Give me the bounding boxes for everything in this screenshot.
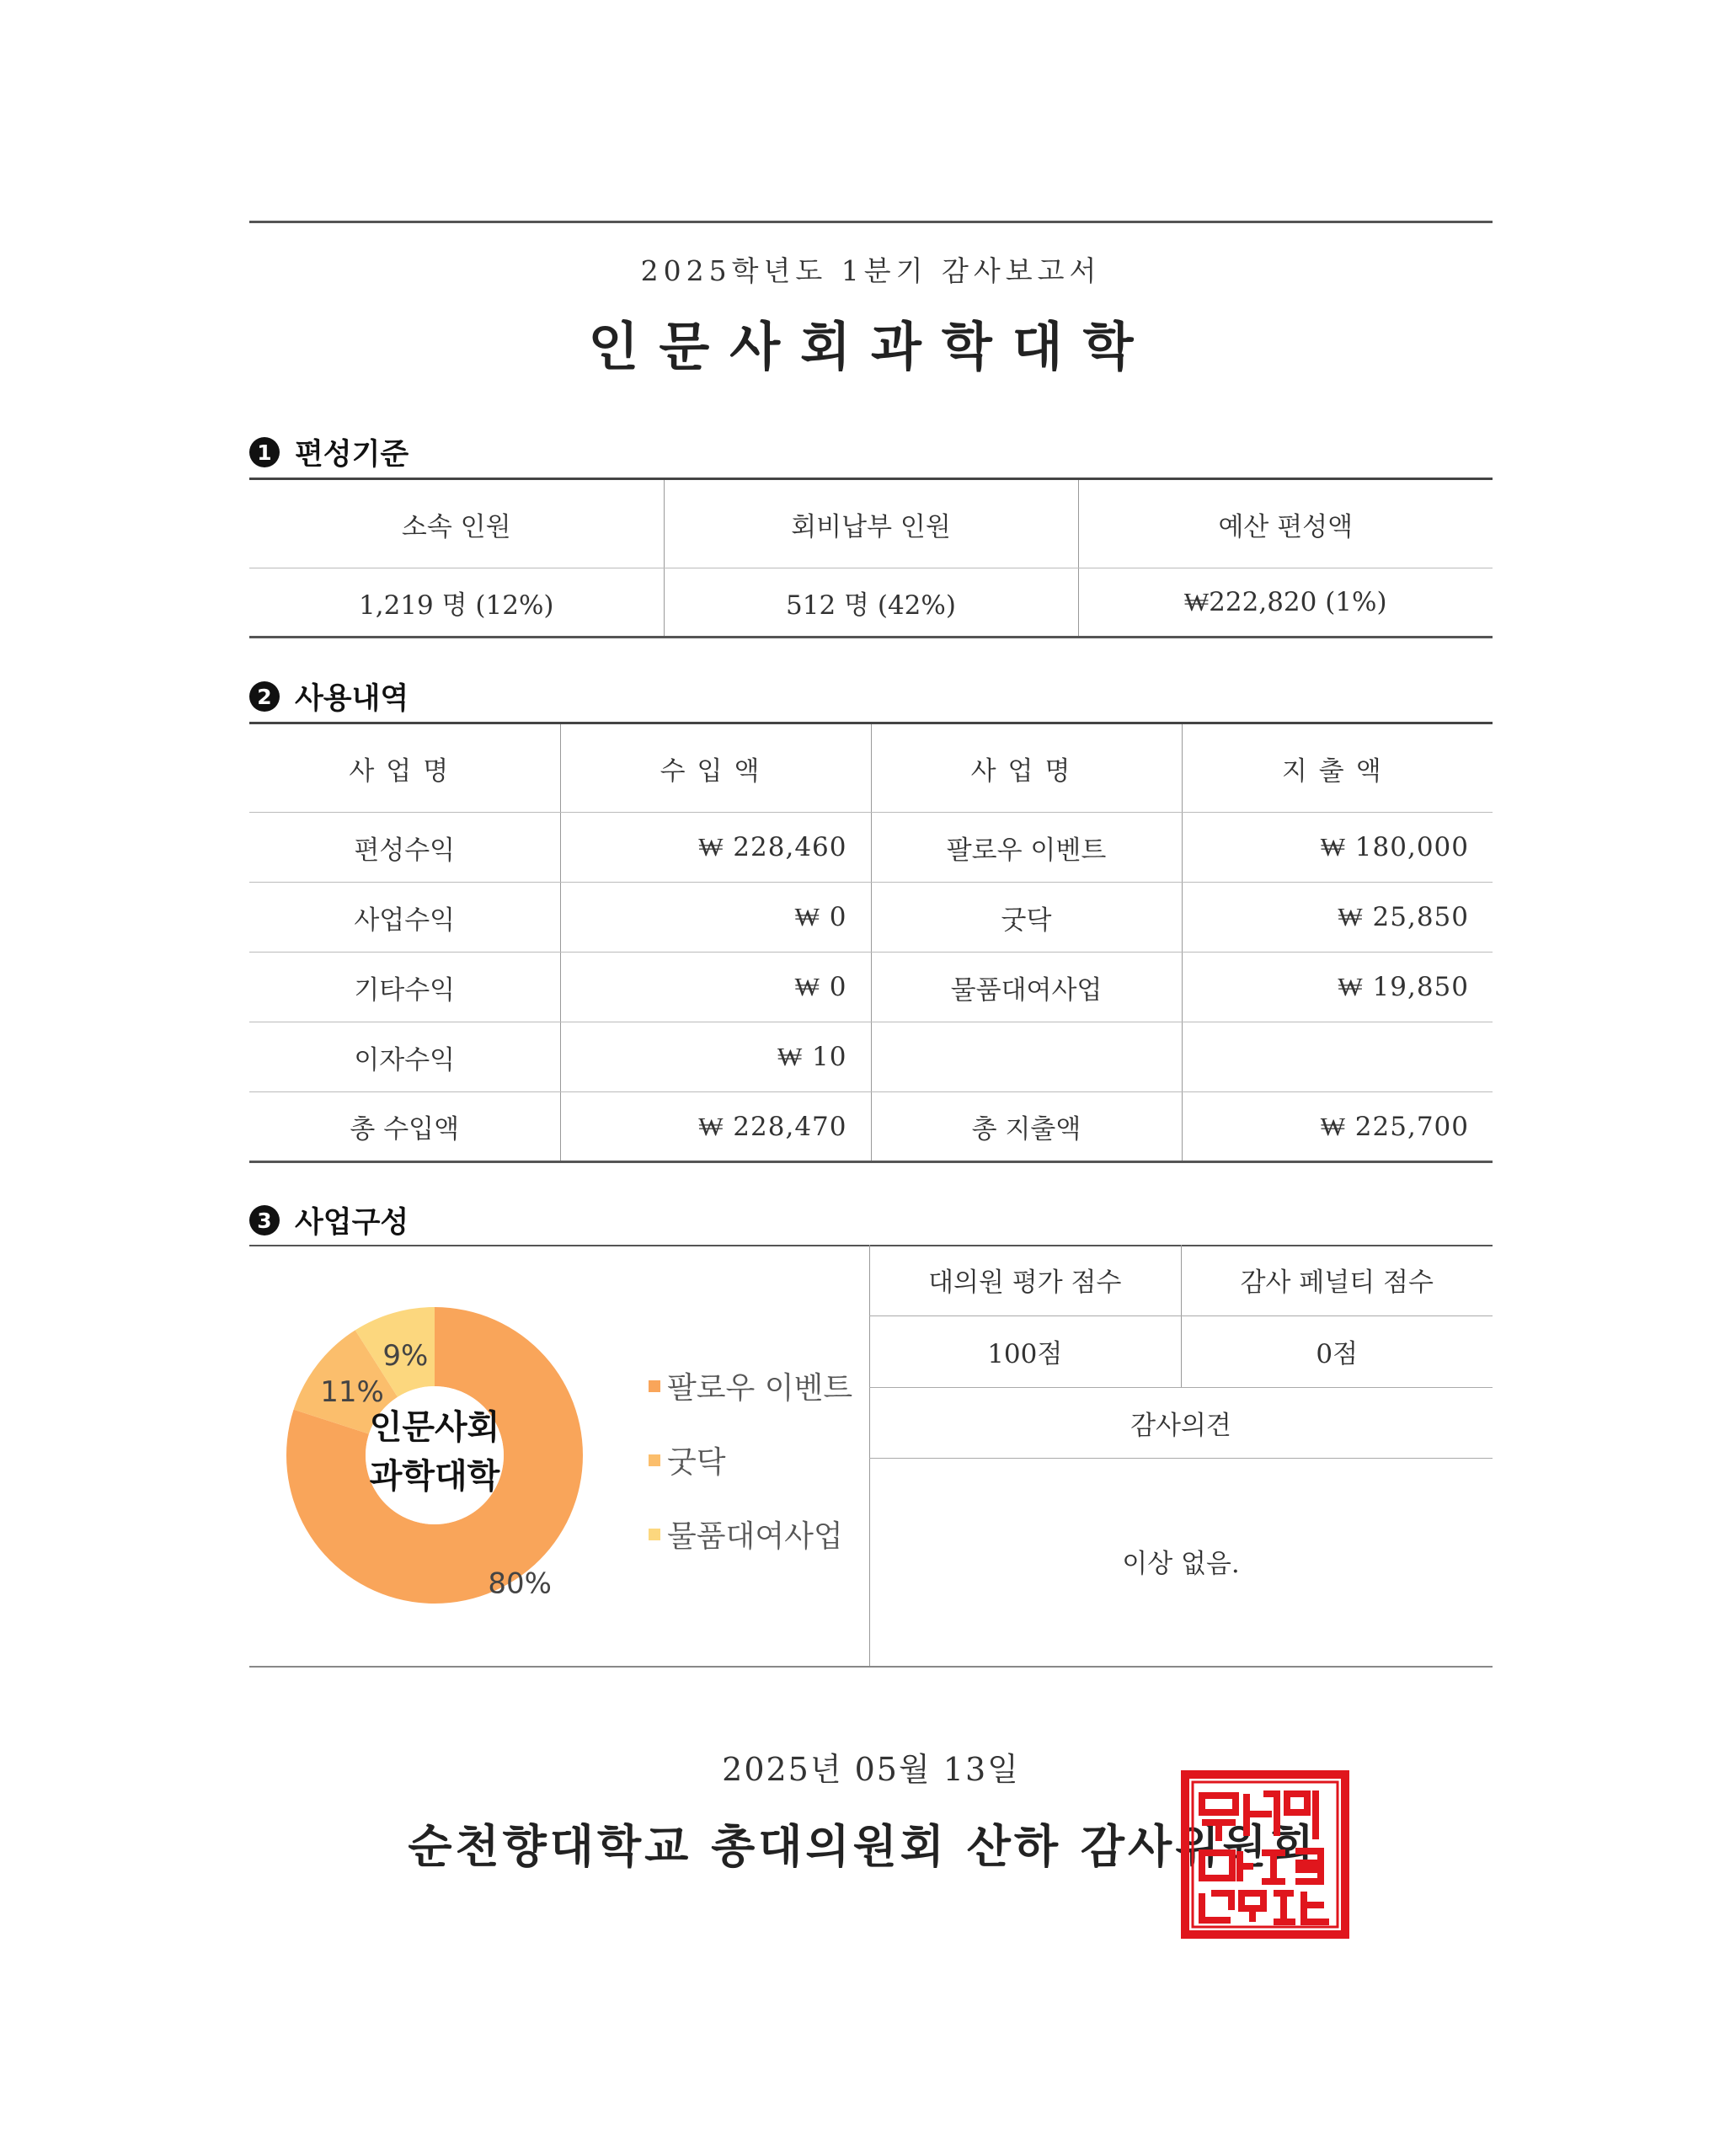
usage-header-expense: 지출액 <box>1182 723 1493 813</box>
table-row <box>249 883 1493 953</box>
eval-header-penalty-score: 감사 페널티 점수 <box>1181 1245 1493 1315</box>
signer-name: 순천향대학교 총대의원회 산하 감사위원회 <box>408 1819 1317 1873</box>
expense-amount: ₩ 25,850 <box>1182 883 1493 953</box>
section2-title: 사용내역 <box>295 682 409 716</box>
total-income-amount: ₩ 228,470 <box>560 1092 871 1162</box>
income-amount: ₩ 0 <box>560 883 871 953</box>
table-row <box>249 953 1493 1022</box>
eval-value-penalty-score: 0점 <box>1181 1315 1493 1387</box>
composition-chart <box>249 1246 869 1664</box>
budget-value-amount: ₩222,820 (1%) <box>1078 568 1493 638</box>
eval-value-delegate-score: 100점 <box>869 1315 1181 1387</box>
budget-header-paid: 회비납부 인원 <box>664 479 1078 568</box>
report-title: 인문사회과학대학 <box>588 316 1154 377</box>
budget-value-members: 1,219 명 (12%) <box>249 568 664 638</box>
section2-heading <box>249 675 409 718</box>
expense-item: 굿닥 <box>871 883 1182 953</box>
donut-slice-label: 11% <box>320 1374 384 1409</box>
section3-number-icon: 3 <box>249 1205 280 1235</box>
legend-swatch-icon <box>649 1454 660 1466</box>
report-subtitle: 2025학년도 1분기 감사보고서 <box>640 254 1102 287</box>
budget-header-members: 소속 인원 <box>249 479 664 568</box>
expense-amount <box>1182 1022 1493 1092</box>
usage-header-income-item: 사업명 <box>249 723 560 813</box>
official-seal-icon <box>1181 1770 1349 1939</box>
eval-header-delegate-score: 대의원 평가 점수 <box>869 1245 1181 1315</box>
budget-table <box>249 478 1493 638</box>
total-expense-label: 총 지출액 <box>871 1092 1182 1162</box>
table-row <box>249 1022 1493 1092</box>
section3-bottom-border <box>249 1666 1493 1668</box>
donut-center-label-2: 과학대학 <box>369 1457 500 1496</box>
income-item: 기타수익 <box>249 953 560 1022</box>
donut-chart-svg <box>249 1246 869 1664</box>
section1-title: 편성기준 <box>295 438 409 472</box>
budget-value-paid: 512 명 (42%) <box>664 568 1078 638</box>
legend-item-gooddoc <box>649 1438 726 1481</box>
audit-opinion-label: 감사의견 <box>869 1387 1493 1458</box>
expense-amount: ₩ 19,850 <box>1182 953 1493 1022</box>
income-item: 편성수익 <box>249 813 560 883</box>
expense-item: 물품대여사업 <box>871 953 1182 1022</box>
income-amount: ₩ 0 <box>560 953 871 1022</box>
totals-row <box>249 1092 1493 1162</box>
usage-table <box>249 722 1493 1163</box>
donut-hole <box>366 1386 504 1524</box>
usage-header-income: 수입액 <box>560 723 871 813</box>
income-amount: ₩ 10 <box>560 1022 871 1092</box>
legend-label: 팔로우 이벤트 <box>667 1371 853 1406</box>
legend-label: 물품대여사업 <box>667 1519 843 1554</box>
income-item: 이자수익 <box>249 1022 560 1092</box>
income-amount: ₩ 228,460 <box>560 813 871 883</box>
table-row <box>249 813 1493 883</box>
report-date: 2025년 05월 13일 <box>722 1751 1020 1788</box>
section3-title: 사업구성 <box>295 1206 409 1240</box>
evaluation-table <box>869 1245 1493 1664</box>
top-divider <box>249 221 1493 223</box>
section1-heading <box>249 431 409 473</box>
expense-amount: ₩ 180,000 <box>1182 813 1493 883</box>
total-expense-amount: ₩ 225,700 <box>1182 1092 1493 1162</box>
section2-number-icon: 2 <box>249 681 280 712</box>
expense-item: 팔로우 이벤트 <box>871 813 1182 883</box>
section1-number-icon: 1 <box>249 437 280 467</box>
legend-swatch-icon <box>649 1380 660 1392</box>
donut-slice-label: 9% <box>382 1338 429 1373</box>
donut-slice-label: 80% <box>488 1566 552 1601</box>
usage-header-expense-item: 사업명 <box>871 723 1182 813</box>
legend-swatch-icon <box>649 1529 660 1540</box>
audit-opinion-text: 이상 없음. <box>1122 1549 1240 1580</box>
legend-item-follow-event <box>649 1364 852 1407</box>
section3-heading <box>249 1199 409 1241</box>
income-item: 사업수익 <box>249 883 560 953</box>
legend-item-rental <box>649 1513 843 1556</box>
legend-label: 굿닥 <box>667 1445 726 1480</box>
budget-header-amount: 예산 편성액 <box>1078 479 1493 568</box>
total-income-label: 총 수입액 <box>249 1092 560 1162</box>
expense-item <box>871 1022 1182 1092</box>
donut-center-label-1: 인문사회 <box>369 1408 500 1447</box>
